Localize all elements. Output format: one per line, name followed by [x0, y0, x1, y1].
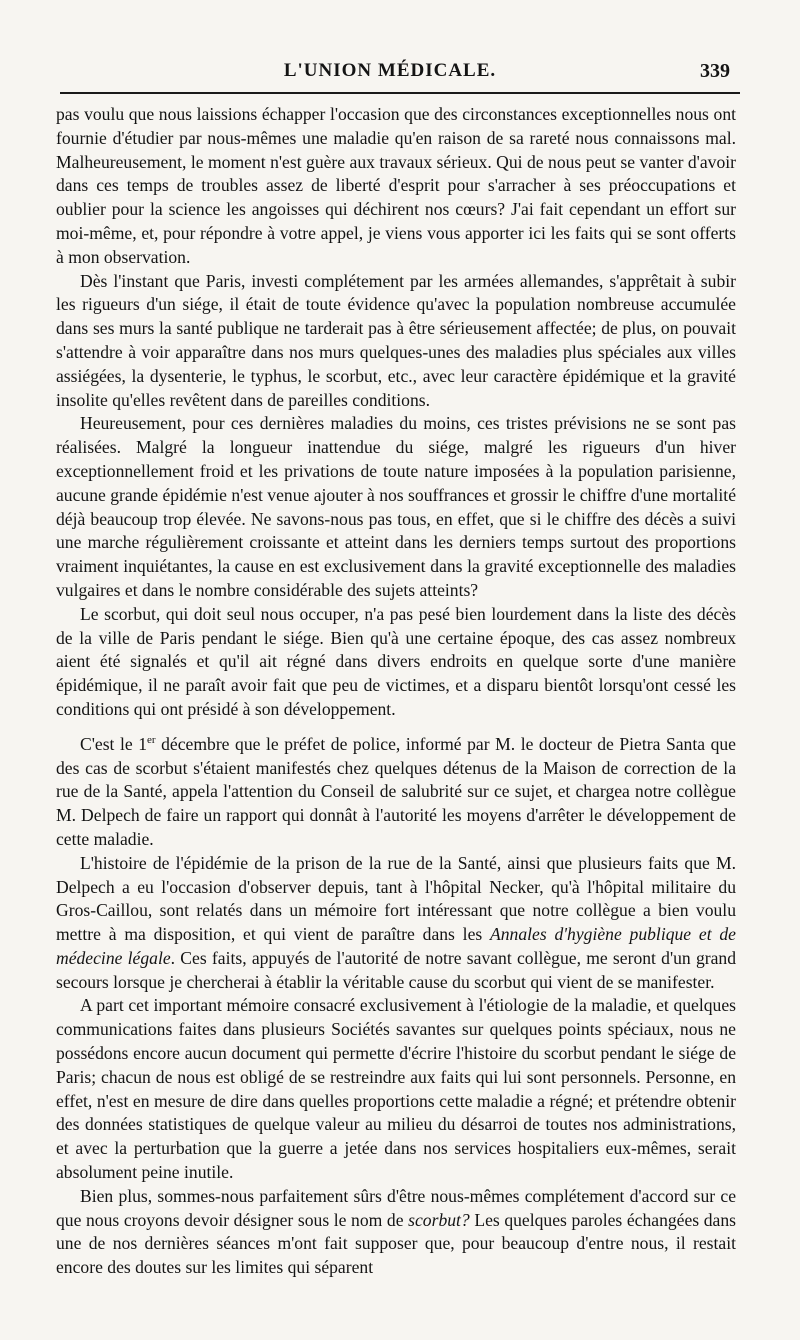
page-number: 339: [700, 60, 730, 82]
journal-title: Annales d'hygiène publique et de médecine légale: [56, 924, 736, 968]
paragraph-1: pas voulu que nous laissions échapper l'occasion que des circonstances exceptionnelles nous ont fournie d'étudier par nous-mêmes une maladie qu'en raison de sa rareté nous connaissons mal. Malheureusement, le moment n'est guère aux travaux sérieux. Qui de nous peut se vanter d'avoir dans ces temps de troubles assez de liberté d'esprit pour s'arracher à ses préoccupations et oublier pour la science les angoisses qui déchirent nos cœurs? J'ai fait cependant un effort sur moi-même, et, pour répondre à votre appel, je viens vous apporter ici les faits qui se sont offerts à mon observation.: [56, 104, 736, 267]
paragraph-5-rest: décembre que le préfet de police, informé par M. le docteur de Pietra Santa que des cas de scorbut s'étaient manifestés chez quelques détenus de la Maison de correction de la rue de la Santé, appela l'attention du Conseil de salubrité sur ce sujet, et chargea notre collègue M. Delpech de faire un rapport qui donnât à l'autorité les moyens d'arrêter le développement de cette maladie.: [56, 733, 736, 849]
paragraph-3: Heureusement, pour ces dernières maladies du moins, ces tristes prévisions ne se sont pas réalisées. Malgré la longueur inattendue du siége, malgré les rigueurs d'un hiver exceptionnellement froid et les privations de toute nature imposées à la population parisienne, aucune grande épidémie n'est venue ajouter à nos souffrances et grossir le chiffre d'une mortalité déjà beaucoup trop élevée. Ne savons-nous pas tous, en effet, que si le chiffre des décès a suivi une marche régulièrement croissante et atteint dans les derniers temps surtout des proportions vraiment inquiétantes, la cause en est exclusivement dans la gravité exceptionnelle des maladies vulgaires et dans le nombre considérable des sujets atteints?: [56, 413, 736, 600]
paragraph-2: Dès l'instant que Paris, investi complétement par les armées allemandes, s'apprêtait à subir les rigueurs d'un siége, il était de toute évidence qu'avec la population nombreuse accumulée dans ses murs la santé publique ne tarderait pas à être sérieusement affectée; de plus, on pouvait s'attendre à voir apparaître dans nos murs quelques-unes des maladies plus spéciales aux villes assiégées, la dysenterie, le typhus, le scorbut, etc., avec leur caractère épidémique et la gravité insolite qu'elles revêtent dans de pareilles conditions.: [56, 270, 736, 410]
paragraph-5: [56, 733, 736, 852]
page-header: [60, 58, 730, 88]
paragraph-5-start: C'est le 1: [80, 733, 148, 754]
paragraph-7: A part cet important mémoire consacré exclusivement à l'étiologie de la maladie, et quelques communications faites dans plusieurs Sociétés savantes sur quelques points spéciaux, nous ne possédons encore aucun document qui permette d'écrire l'histoire du scorbut pendant le siége de Paris; chacun de nous est obligé de se restreindre aux faits qui lui sont personnels. Personne, en effet, n'est en mesure de dire dans quelles proportions cette maladie a régné; et prétendre obtenir des données statistiques de quelque valeur au milieu du désarroi de toutes nos administrations, et avec la perturbation que la guerre a jetée dans nos services hospitaliers eux-mêmes, serait absolument peine inutile.: [56, 995, 736, 1183]
running-title: L'UNION MÉDICALE.: [283, 60, 497, 81]
paragraph-8-start: Bien plus, sommes-nous parfaitement sûrs d'être nous-mêmes complétement d'accord sur ce que nous croyons devoir désigner sous le nom de: [56, 1185, 736, 1230]
superscript-er: er: [147, 733, 156, 746]
scorbut-term: scorbut?: [408, 1209, 470, 1230]
paragraph-8-rest: Les quelques paroles échangées dans une de nos dernières séances m'ont fait supposer que, pour beaucoup d'entre nous, il restait encore des doutes sur les limites qui séparent: [56, 1209, 736, 1278]
paragraph-6: [56, 852, 736, 995]
body-text: [56, 103, 736, 1280]
paragraph-6-start: L'histoire de l'épidémie de la prison de la rue de la Santé, ainsi que plusieurs faits que M. Delpech a eu l'occasion d'observer depuis, tant à l'hôpital Necker, qu'à l'hôpital militaire du Gros-Caillou, sont relatés dans un mémoire fort intéressant que notre collègue a bien voulu mettre à ma disposition, et qui vient de paraître dans les: [56, 852, 736, 945]
header-rule: [60, 92, 740, 94]
paragraph-6-rest: . Ces faits, appuyés de l'autorité de notre savant collègue, me seront d'un grand secours lorsque je chercherai à établir la véritable cause du scorbut qui vient de se manifester.: [56, 947, 737, 992]
paragraph-8: [56, 1185, 736, 1280]
paragraph-4: Le scorbut, qui doit seul nous occuper, n'a pas pesé bien lourdement dans la liste des décès de la ville de Paris pendant le siége. Bien qu'à une certaine époque, des cas assez nombreux aient été signalés et qu'il ait régné dans divers endroits en quelque sorte d'une manière épidémique, il ne paraît avoir fait que peu de victimes, et a disparu bientôt lorsqu'ont cessé les conditions qui ont présidé à son développement.: [56, 603, 736, 719]
